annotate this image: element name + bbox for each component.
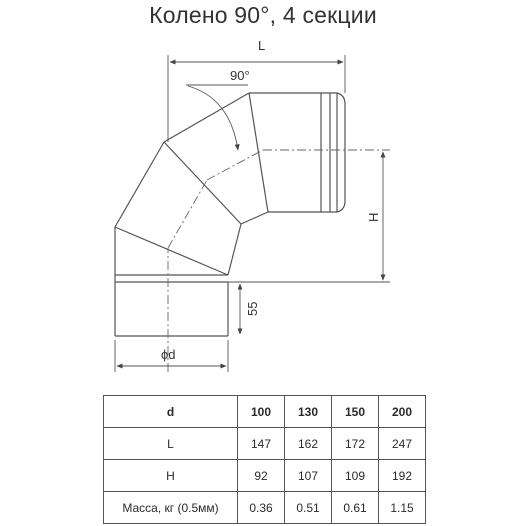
row-label: Масса, кг (0.5мм) (104, 492, 238, 524)
page-title: Колено 90°, 4 секции (149, 2, 377, 28)
table-row (104, 460, 426, 492)
header-cell: d (104, 396, 238, 428)
label-l: L (258, 38, 266, 53)
table-cell: 0.36 (238, 492, 285, 524)
row-label: H (104, 460, 238, 492)
table-cell: 107 (285, 460, 332, 492)
table-cell: 92 (238, 460, 285, 492)
label-55: 55 (245, 301, 260, 316)
dimension-angle (186, 85, 248, 150)
row-label: L (104, 428, 238, 460)
dimension-l (168, 55, 345, 142)
center-line (168, 150, 390, 372)
table-cell: 0.51 (285, 492, 332, 524)
table-cell: 247 (379, 428, 426, 460)
table-row (104, 492, 426, 524)
label-h: H (366, 212, 381, 222)
table-cell: 192 (379, 460, 426, 492)
table-cell: 172 (332, 428, 379, 460)
label-d: ϕd (161, 347, 176, 362)
header-cell: 200 (379, 396, 426, 428)
specs-table (103, 395, 426, 524)
elbow-outline (115, 93, 345, 336)
table-cell: 109 (332, 460, 379, 492)
table-cell: 147 (238, 428, 285, 460)
header-cell: 150 (332, 396, 379, 428)
table-row (104, 428, 426, 460)
table-header-row (104, 396, 426, 428)
header-cell: 130 (285, 396, 332, 428)
table-cell: 1.15 (379, 492, 426, 524)
label-angle: 90° (230, 68, 250, 83)
table-cell: 162 (285, 428, 332, 460)
header-cell: 100 (238, 396, 285, 428)
table-cell: 0.61 (332, 492, 379, 524)
